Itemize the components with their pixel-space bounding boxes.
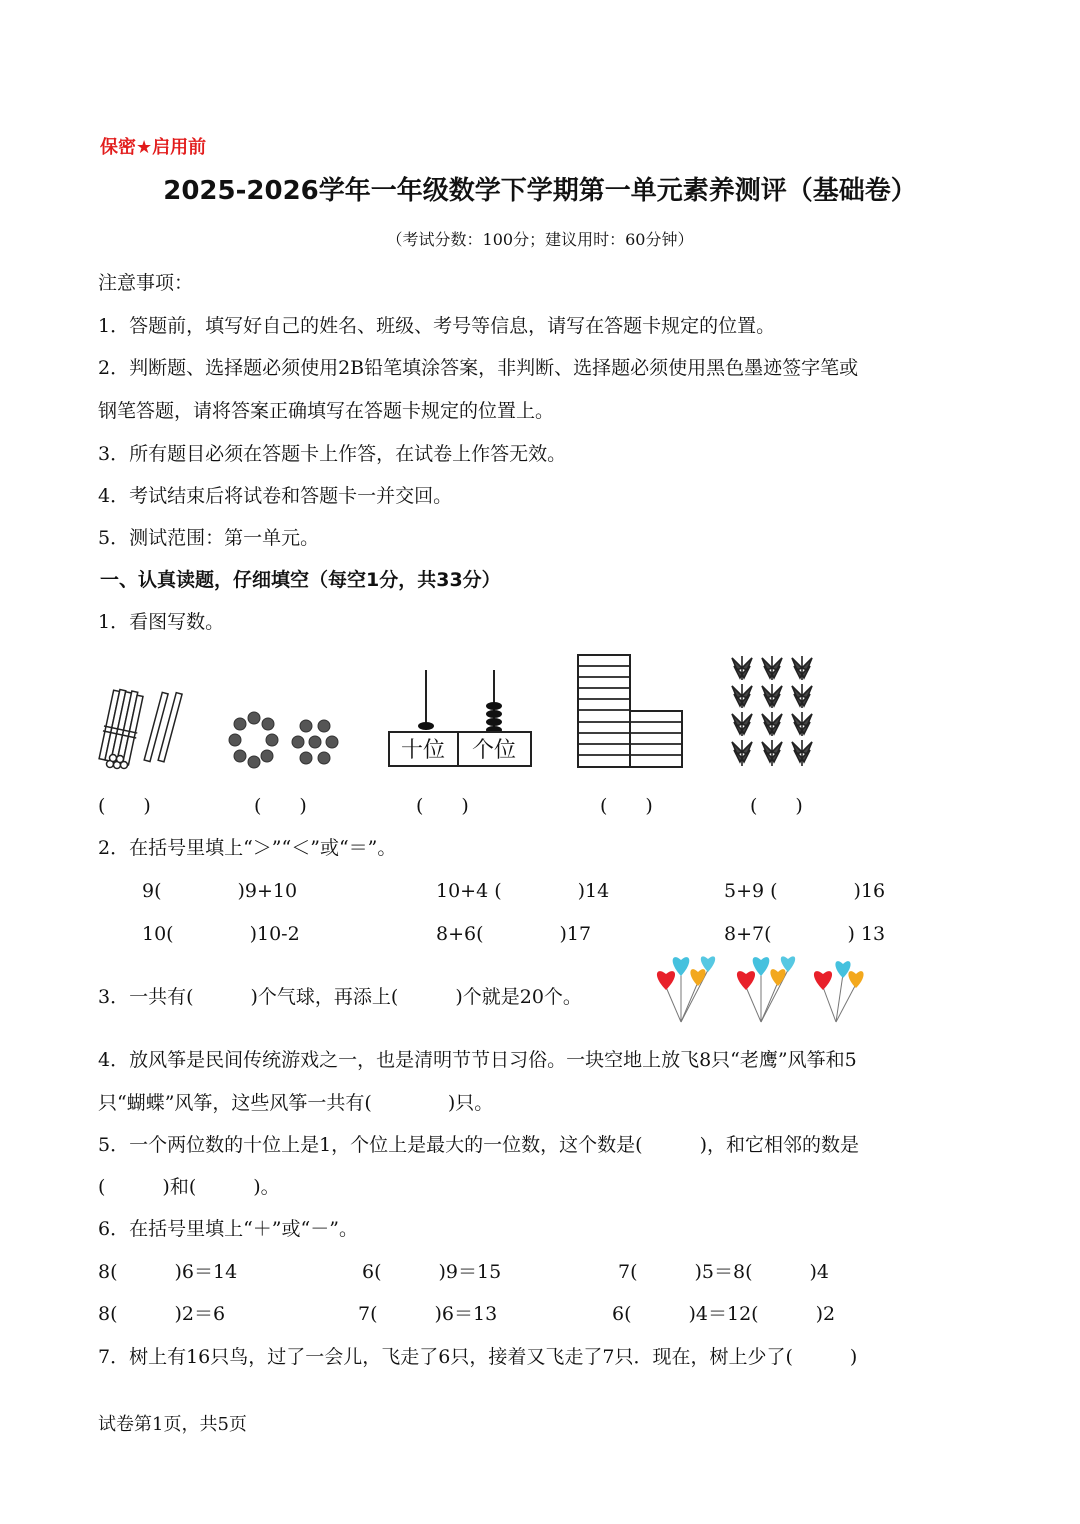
- q4-line1: 4．放风筝是民间传统游戏之一，也是清明节节日习俗。一块空地上放飞8只“老鹰”风筝和5: [98, 1049, 857, 1071]
- sign-item[interactable]: 7( )6＝13: [358, 1303, 498, 1325]
- notes-heading: 注意事项：: [98, 272, 194, 294]
- note-item: 5．测试范围：第一单元。: [98, 527, 320, 549]
- compare-item[interactable]: 10+4 ( )14: [436, 880, 610, 902]
- answer-blank[interactable]: ( ): [416, 795, 469, 817]
- q7-text: 7．树上有16只鸟，过了一会儿，飞走了6只，接着又飞走了7只．现在，树上少了( ): [98, 1346, 858, 1368]
- abacus-ones-label: 个位: [471, 738, 517, 763]
- plants-figure: [728, 652, 820, 770]
- note-item: 4．考试结束后将试卷和答题卡一并交回。: [98, 485, 453, 507]
- sign-item[interactable]: 6( )9＝15: [362, 1261, 502, 1283]
- compare-item[interactable]: 10( )10-2: [142, 923, 300, 945]
- q5-line1: 5．一个两位数的十位上是1，个位上是最大的一位数，这个数是( )，和它相邻的数是: [98, 1134, 860, 1156]
- q6-prompt: 6．在括号里填上“＋”或“－”。: [98, 1218, 358, 1240]
- q5-line2: ( )和( )。: [98, 1176, 280, 1198]
- abacus-figure: [386, 668, 536, 770]
- dots-figure: [224, 710, 350, 770]
- exam-subtitle: （考试分数：100分；建议用时：60分钟）: [386, 230, 694, 249]
- sign-item[interactable]: 8( )2＝6: [98, 1303, 226, 1325]
- abacus-tens-label: 十位: [400, 738, 446, 763]
- note-item: 1．答题前，填写好自己的姓名、班级、考号等信息，请写在答题卡规定的位置。: [98, 315, 776, 337]
- compare-item[interactable]: 9( )9+10: [142, 880, 298, 902]
- q2-prompt: 2．在括号里填上“＞”“＜”或“＝”。: [98, 837, 397, 859]
- q1-prompt: 1．看图写数。: [98, 611, 225, 633]
- sign-item[interactable]: 7( )5＝8( )4: [618, 1261, 830, 1283]
- answer-blank[interactable]: ( ): [600, 795, 653, 817]
- q4-line2: 只“蝴蝶”风筝，这些风筝一共有( )只。: [98, 1092, 494, 1114]
- sticks-bundle-figure: [98, 688, 188, 773]
- answer-blank[interactable]: ( ): [254, 795, 307, 817]
- sign-item[interactable]: 6( )4＝12( )2: [612, 1303, 836, 1325]
- note-item: 3．所有题目必须在答题卡上作答，在试卷上作答无效。: [98, 443, 567, 465]
- confidential-label: 保密★启用前: [100, 137, 207, 158]
- exam-title: 2025-2026学年一年级数学下学期第一单元素养测评（基础卷）: [163, 176, 917, 206]
- answer-blank[interactable]: ( ): [98, 795, 151, 817]
- compare-item[interactable]: 5+9 ( )16: [724, 880, 886, 902]
- q3-text: 3．一共有( )个气球，再添上( )个就是20个。: [98, 986, 582, 1008]
- answer-blank[interactable]: ( ): [750, 795, 803, 817]
- sign-item[interactable]: 8( )6＝14: [98, 1261, 238, 1283]
- compare-item[interactable]: 8+7( ) 13: [724, 923, 886, 945]
- note-item: 钢笔答题，请将答案正确填写在答题卡规定的位置上。: [98, 400, 555, 422]
- blocks-figure: [576, 652, 686, 770]
- page-number: 试卷第1页，共5页: [98, 1414, 247, 1435]
- section-heading: 一、认真读题，仔细填空（每空1分，共33分）: [100, 569, 501, 591]
- balloons-figure: [648, 952, 876, 1028]
- compare-item[interactable]: 8+6( )17: [436, 923, 592, 945]
- note-item: 2．判断题、选择题必须使用2B铅笔填涂答案，非判断、选择题必须使用黑色墨迹签字笔或: [98, 357, 859, 379]
